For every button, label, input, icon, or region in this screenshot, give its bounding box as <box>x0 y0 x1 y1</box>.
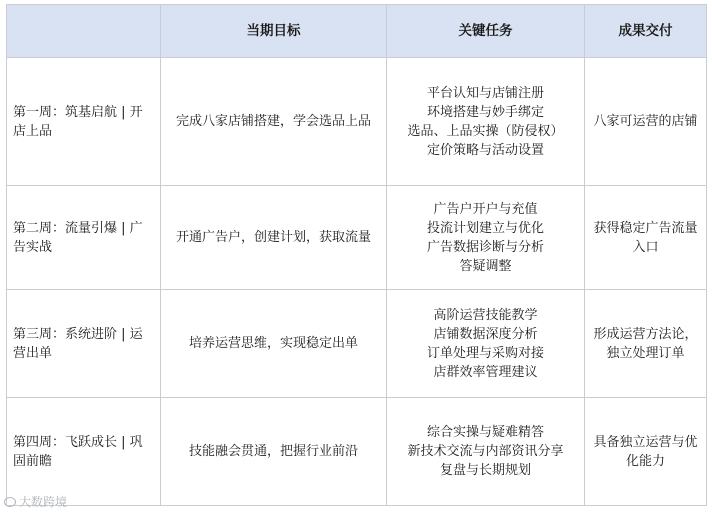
task-item: 订单处理与采购对接 <box>426 345 544 361</box>
week-cell: 第三周：系统进阶 | 运营出单 <box>7 290 161 398</box>
table-row <box>7 290 707 398</box>
task-item: 投流计划建立与优化 <box>426 220 544 236</box>
header-row <box>7 5 707 58</box>
task-item: 复盘与长期规划 <box>439 463 531 478</box>
goal-cell: 开通广告户，创建计划，获取流量 <box>161 186 387 290</box>
header-tasks: 关键任务 <box>387 5 585 58</box>
task-item: 平台认知与店铺注册 <box>426 85 544 101</box>
week-cell: 第四周：飞跃成长 | 巩固前瞻 <box>7 398 161 506</box>
table-row <box>7 58 707 186</box>
deliverable-cell: 形成运营方法论，独立处理订单 <box>585 290 707 398</box>
task-item: 广告户开户与充值 <box>433 201 538 217</box>
header-deliverable: 成果交付 <box>585 5 707 58</box>
tasks-cell <box>387 186 585 290</box>
tasks-cell <box>387 58 585 186</box>
weibo-icon <box>4 497 16 507</box>
task-item: 综合实操与疑难精答 <box>426 425 544 440</box>
task-item: 环境搭建与妙手绑定 <box>426 104 544 120</box>
goal-cell: 培养运营思维，实现稳定出单 <box>161 290 387 398</box>
task-item: 选品、上品实操（防侵权） <box>407 123 564 139</box>
header-week <box>7 5 161 58</box>
watermark-text: 大数跨境 <box>19 495 68 509</box>
plan-table <box>6 4 707 506</box>
week-cell: 第一周：筑基启航 | 开店上品 <box>7 58 161 186</box>
deliverable-cell: 获得稳定广告流量入口 <box>585 186 707 290</box>
deliverable-cell: 八家可运营的店铺 <box>585 58 707 186</box>
task-item: 店铺数据深度分析 <box>433 326 538 342</box>
task-item: 定价策略与活动设置 <box>426 142 544 158</box>
goal-cell: 完成八家店铺搭建，学会选品上品 <box>161 58 387 186</box>
task-item: 广告数据诊断与分析 <box>426 239 544 255</box>
header-goal: 当期目标 <box>161 5 387 58</box>
table-row <box>7 186 707 290</box>
deliverable-cell: 具备独立运营与优化能力 <box>585 398 707 506</box>
task-item: 高阶运营技能教学 <box>433 307 538 323</box>
watermark <box>4 493 67 510</box>
task-item: 答疑调整 <box>459 258 512 274</box>
task-item: 新技术交流与内部资讯分享 <box>407 444 564 459</box>
task-item: 店群效率管理建议 <box>433 364 538 380</box>
goal-cell: 技能融会贯通，把握行业前沿 <box>161 398 387 506</box>
table-row <box>7 398 707 506</box>
tasks-cell <box>387 398 585 506</box>
week-cell: 第二周：流量引爆 | 广告实战 <box>7 186 161 290</box>
tasks-cell <box>387 290 585 398</box>
